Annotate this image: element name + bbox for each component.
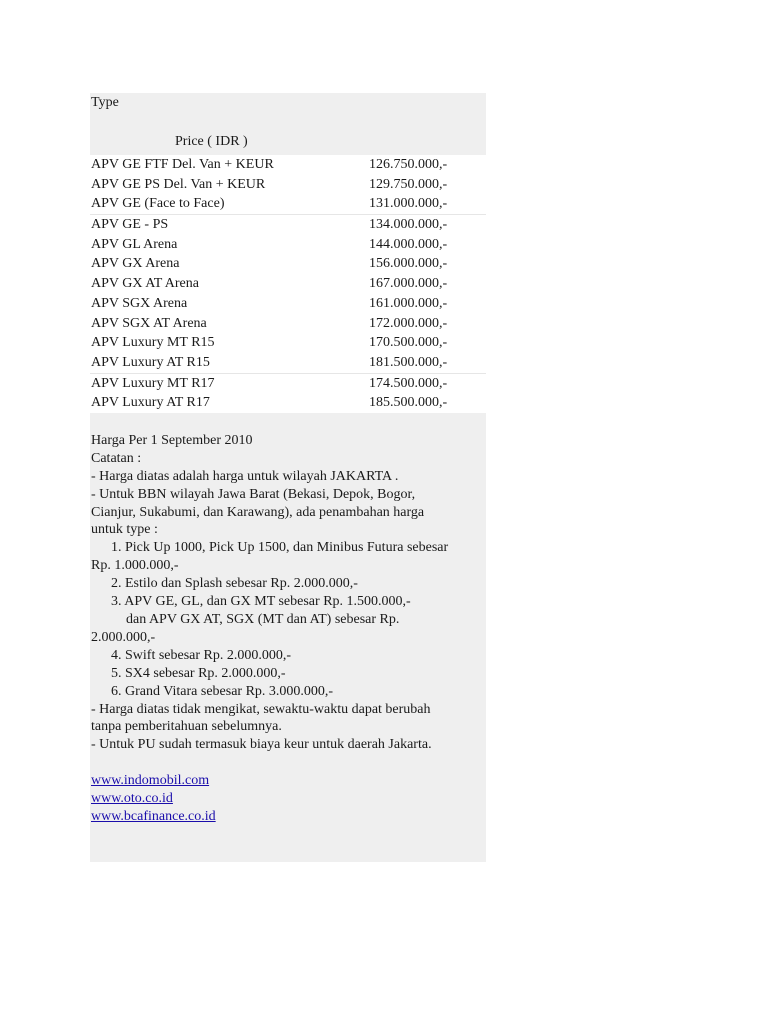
table-row — [90, 175, 486, 195]
price-cell: 129.750.000,- — [369, 176, 448, 192]
type-cell: APV GE PS Del. Van + KEUR — [91, 176, 266, 192]
type-cell: APV GE - PS — [91, 217, 169, 233]
table-row — [90, 314, 486, 334]
table-row — [90, 254, 486, 274]
list-item: 6. Grand Vitara sebesar Rp. 3.000.000,- — [111, 683, 334, 699]
note-line: - Harga diatas adalah harga untuk wilayah JAKARTA . — [91, 468, 399, 484]
price-cell: 161.000.000,- — [369, 295, 448, 311]
list-item: 4. Swift sebesar Rp. 2.000.000,- — [111, 647, 292, 663]
note-line: untuk type : — [91, 522, 158, 538]
note-line: tanpa pemberitahuan sebelumnya. — [91, 719, 282, 735]
price-column-header: Price ( IDR ) — [175, 134, 248, 149]
table-row — [90, 393, 486, 413]
price-cell: 172.000.000,- — [369, 315, 448, 331]
type-cell: APV GX AT Arena — [91, 276, 199, 292]
type-cell: APV GE FTF Del. Van + KEUR — [91, 157, 274, 172]
list-item: 3. APV GE, GL, dan GX MT sebesar Rp. 1.500.000,- — [111, 594, 411, 610]
list-item: 1. Pick Up 1000, Pick Up 1500, dan Minibus Futura sebesar — [111, 540, 449, 556]
price-cell: 174.500.000,- — [369, 375, 448, 391]
table-row — [90, 274, 486, 294]
price-cell: 131.000.000,- — [369, 196, 448, 212]
oto-link[interactable]: www.oto.co.id — [91, 791, 173, 807]
type-cell: APV GL Arena — [91, 236, 178, 252]
price-document — [90, 93, 486, 862]
link-line — [91, 790, 486, 808]
type-cell: APV Luxury MT R15 — [91, 335, 215, 351]
type-cell: APV Luxury MT R17 — [91, 375, 215, 391]
list-item: 5. SX4 sebesar Rp. 2.000.000,- — [111, 665, 286, 681]
type-cell: APV Luxury AT R15 — [91, 354, 210, 370]
note-line: Cianjur, Sukabumi, dan Karawang), ada penambahan harga — [91, 504, 425, 520]
price-cell: 156.000.000,- — [369, 256, 448, 272]
price-cell: 181.500.000,- — [369, 354, 448, 370]
table-row — [90, 155, 486, 175]
link-line — [91, 772, 486, 790]
type-cell: APV GE (Face to Face) — [91, 196, 225, 212]
list-item-continuation: Rp. 1.000.000,- — [91, 558, 179, 574]
table-row — [90, 333, 486, 353]
spacer — [91, 754, 486, 772]
price-table — [90, 155, 486, 413]
list-item-continuation: 2.000.000,- — [91, 629, 156, 645]
type-cell: APV Luxury AT R17 — [91, 395, 210, 411]
type-cell: APV GX Arena — [91, 256, 180, 272]
indomobil-link[interactable]: www.indomobil.com — [91, 773, 210, 789]
type-cell: APV SGX Arena — [91, 295, 188, 311]
bcafinance-link[interactable]: www.bcafinance.co.id — [91, 808, 216, 824]
notes-block — [90, 413, 486, 862]
table-header — [90, 93, 486, 155]
price-cell: 185.500.000,- — [369, 395, 448, 411]
price-cell: 134.000.000,- — [369, 217, 448, 233]
note-line: - Harga diatas tidak mengikat, sewaktu-waktu dapat berubah — [91, 701, 431, 717]
note-line: - Untuk PU sudah termasuk biaya keur untuk daerah Jakarta. — [91, 737, 432, 753]
note-line: - Untuk BBN wilayah Jawa Barat (Bekasi, Depok, Bogor, — [91, 486, 416, 502]
table-row — [90, 235, 486, 255]
price-cell: 126.750.000,- — [369, 157, 448, 172]
list-item: 2. Estilo dan Splash sebesar Rp. 2.000.000,- — [111, 576, 358, 592]
table-row — [90, 194, 486, 214]
table-row — [90, 294, 486, 314]
type-column-header: Type — [91, 95, 119, 110]
list-item-continuation: dan APV GX AT, SGX (MT dan AT) sebesar Rp. — [126, 612, 400, 627]
table-row — [90, 214, 486, 235]
notes-heading: Catatan : — [91, 450, 142, 466]
price-date: Harga Per 1 September 2010 — [91, 432, 253, 448]
table-row — [90, 373, 486, 394]
price-cell: 167.000.000,- — [369, 276, 448, 292]
price-cell: 170.500.000,- — [369, 335, 448, 351]
table-row — [90, 353, 486, 373]
price-cell: 144.000.000,- — [369, 236, 448, 252]
link-line — [91, 808, 486, 826]
type-cell: APV SGX AT Arena — [91, 315, 207, 331]
